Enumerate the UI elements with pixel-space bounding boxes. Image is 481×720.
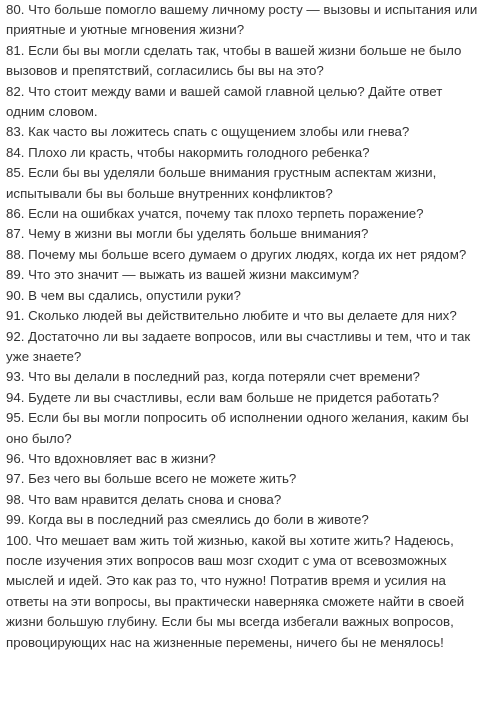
question-98: 98. Что вам нравится делать снова и снова? <box>6 491 282 507</box>
question-90: 90. В чем вы сдались, опустили руки? <box>6 287 241 303</box>
question-92: 92. Достаточно ли вы задаете вопросов, или вы счастливы и тем, что и так уже знаете? <box>6 328 471 364</box>
question-97: 97. Без чего вы больше всего не можете жить? <box>6 471 297 487</box>
question-87: 87. Чему в жизни вы могли бы уделять больше внимания? <box>6 226 369 242</box>
question-86: 86. Если на ошибках учатся, почему так плохо терпеть поражение? <box>6 206 424 222</box>
question-96: 96. Что вдохновляет вас в жизни? <box>6 450 216 466</box>
question-89: 89. Что это значит — выжать из вашей жизни максимум? <box>6 267 360 283</box>
question-93: 93. Что вы делали в последний раз, когда потеряли счет времени? <box>6 369 420 385</box>
question-94: 94. Будете ли вы счастливы, если вам больше не придется работать? <box>6 389 440 405</box>
question-list <box>6 0 479 653</box>
question-88: 88. Почему мы больше всего думаем о других людях, когда их нет рядом? <box>6 246 467 262</box>
question-91: 91. Сколько людей вы действительно любите и что вы делаете для них? <box>6 308 457 324</box>
question-84: 84. Плохо ли красть, чтобы накормить голодного ребенка? <box>6 144 370 160</box>
question-85: 85. Если бы вы уделяли больше внимания грустным аспектам жизни, испытывали бы вы больше внутренних конфликтов? <box>6 165 437 201</box>
question-81: 81. Если бы вы могли сделать так, чтобы в вашей жизни больше не было вызовов и препятствий, согласились бы вы на это? <box>6 42 462 79</box>
question-99: 99. Когда вы в последний раз смеялись до боли в животе? <box>6 512 369 528</box>
question-100: 100. Что мешает вам жить той жизнью, какой вы хотите жить? Надеюсь, после изучения этих вопросов ваш мозг сходит с ума от всевозможных мыслей и идей. Это как раз то, что нужно! Потратив время и усилия на ответы на эти вопросы, вы практически наверняка сможете найти в своей жизни большую глубину. Если бы мы всегда избегали важных вопросов, провоцирующих нас на жизненные перемены, ничего бы не менялось! <box>6 532 465 650</box>
question-83: 83. Как часто вы ложитесь спать с ощущением злобы или гнева? <box>6 124 410 140</box>
question-95: 95. Если бы вы могли попросить об исполнении одного желания, каким бы оно было? <box>6 410 469 446</box>
question-82: 82. Что стоит между вами и вашей самой главной целью? Дайте ответ одним словом. <box>6 83 443 120</box>
question-80: 80. Что больше помогло вашему личному росту — вызовы и испытания или приятные и уютные мгновения жизни? <box>6 2 478 38</box>
